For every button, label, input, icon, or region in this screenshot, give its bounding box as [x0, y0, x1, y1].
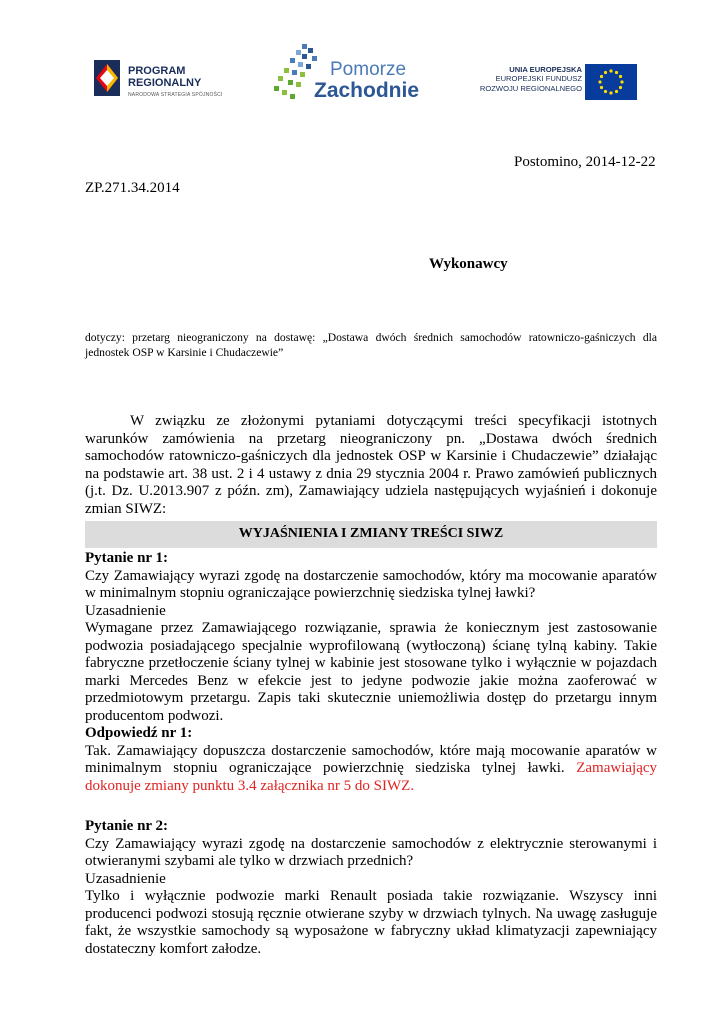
question-1-text: Czy Zamawiający wyrazi zgodę na dostarczenie samochodów, który ma mocowanie aparatów w minimalnym stopniu ograniczające powierzchnię siedziska tylnej ławki?	[85, 567, 657, 601]
eu-line1: UNIA EUROPEJSKA	[509, 65, 582, 74]
reference-number: ZP.271.34.2014	[85, 180, 180, 196]
question-2-justification-label: Uzasadnienie	[85, 870, 166, 887]
question-1-label: Pytanie nr 1:	[85, 550, 169, 566]
answer-1-label: Odpowiedź nr 1:	[85, 725, 193, 741]
eu-line2: EUROPEJSKI FUNDUSZ	[495, 74, 582, 84]
pomorze-zachodnie-line2: Zachodnie	[314, 79, 420, 102]
program-regionalny-line1: PROGRAM	[128, 65, 186, 77]
question-2-justification: Tylko i wyłącznie podwozie marki Renault posiada takie rozwiązanie. Wszyscy inni producenci podwozi stosują ręcznie otwierane szyby w drzwiach tylnych. Na uwagę zasługuje fakt, że wszystkie samochody są wyposażone w fabryczny układ klimatyzacji zapewniający dostateczny komfort załodze.	[85, 888, 657, 957]
eu-flag-icon	[585, 64, 637, 100]
question-2-label: Pytanie nr 2:	[85, 818, 169, 834]
question-1-justification-label: Uzasadnienie	[85, 602, 166, 619]
program-regionalny-line2: REGIONALNY	[128, 77, 202, 89]
question-1-justification: Wymagane przez Zamawiającego rozwiązanie, sprawia że koniecznym jest zastosowanie podwozia posiadającego specjalnie wyprofilowaną (wytłoczoną) ścianę tylną kabiny. Takie fabryczne przetłoczenie ściany tylnej w kabinie jest stosowane tylko i wyłącznie w pojazdach marki Mercedes Benz w efekcie jest to jedyne podwozie jakie można zaoferować w przedmiotowym przetargu. Zapis taki skutecznie uniemożliwia dostęp do przetargu innym producentom podwozi.	[85, 620, 657, 724]
program-regionalny-logo-icon	[92, 56, 122, 100]
answer-1	[85, 743, 657, 796]
intro-paragraph	[85, 413, 657, 518]
pomorze-zachodnie-line1: Pomorze	[330, 59, 407, 80]
section-title: WYJAŚNIENIA I ZMIANY TREŚCI SIWZ	[238, 526, 504, 541]
answer-1-text: Tak. Zamawiający dopuszcza dostarczenie samochodów, które mają mocowanie aparatów w minimalnym stopniu ograniczające powierzchnię siedziska tylnej ławki.	[85, 742, 657, 776]
intro-text: W związku ze złożonymi pytaniami dotyczącymi treści specyfikacji istotnych warunków zamówienia na przetarg nieograniczony pn. „Dostawa dwóch średnich samochodów ratowniczo-gaśniczych dla jednostek OSP w Karsinie i Chudaczewie” działając na podstawie art. 38 ust. 2 i 4 ustawy z dnia 29 stycznia 2004 r. Prawo zamówień publicznych (j.t. Dz. U.2013.907 z późn. zm), Zamawiający udziela następujących wyjaśnień i dokonuje zmian SIWZ:	[85, 413, 657, 517]
question-2	[85, 818, 657, 958]
recipient: Wykonawcy	[429, 256, 508, 272]
subject-line: dotyczy: przetarg nieograniczony na dostawę: „Dostawa dwóch średnich samochodów ratowniczo-gaśniczych dla jednostek OSP w Karsinie i Chudaczewie”	[85, 331, 657, 359]
question-2-text: Czy Zamawiający wyrazi zgodę na dostarczenie samochodów z elektrycznie sterowanymi i otwieranymi szybami ale tylko w drzwiach przednich?	[85, 835, 657, 869]
question-1	[85, 550, 657, 795]
eu-fund-label	[452, 65, 582, 93]
letter-date: Postomino, 2014-12-22	[514, 154, 656, 170]
answer-1-change: Zamawiający dokonuje zmiany punktu 3.4 załącznika nr 5 do SIWZ.	[85, 760, 658, 794]
eu-line3: ROZWOJU REGIONALNEGO	[479, 83, 582, 93]
program-regionalny-line3: NARODOWA STRATEGIA SPÓJNOŚCI	[128, 92, 223, 98]
